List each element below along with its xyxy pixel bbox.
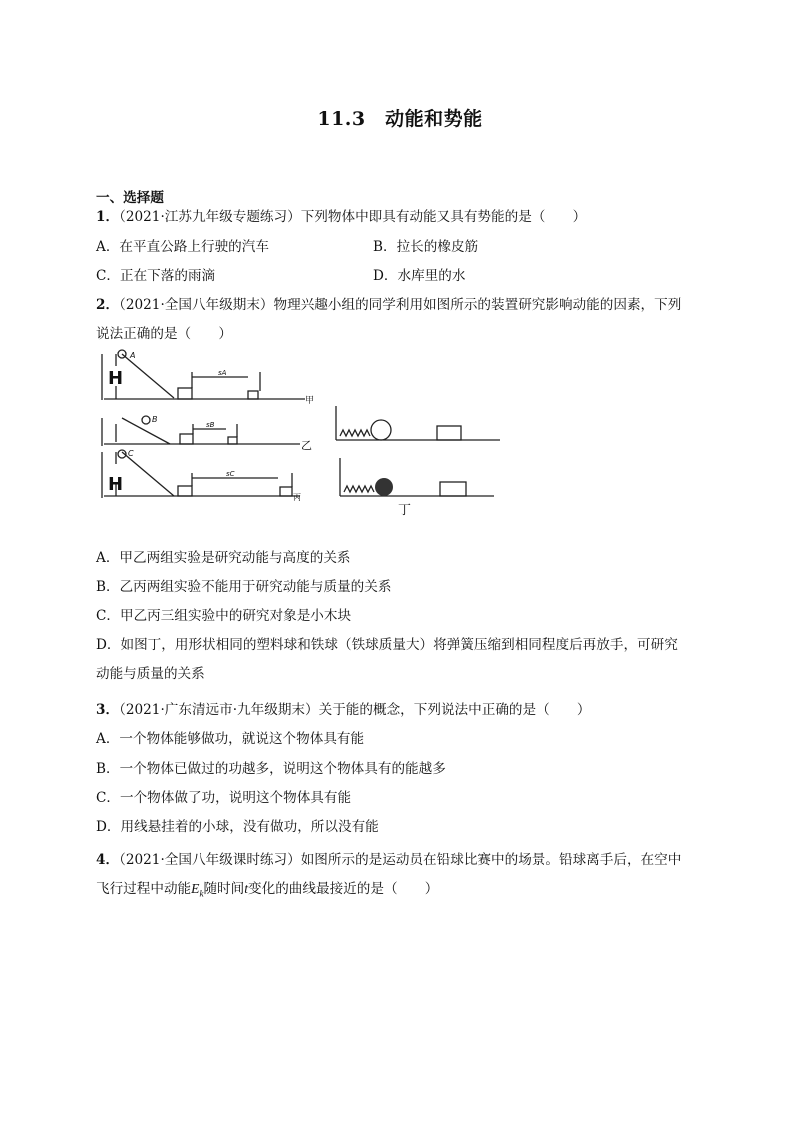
time-variable: t [244, 881, 249, 896]
q3-option-d: D．用线悬挂着的小球，没有做功，所以没有能 [96, 819, 379, 835]
text-segment: 随时间 [203, 881, 245, 897]
q2-option-d: D．如图丁，用形状相同的塑料球和铁球（铁球质量大）将弹簧压缩到相同程度后再放手，可研究 [96, 637, 678, 653]
q3-option-a: A．一个物体能够做功，就说这个物体具有能 [96, 731, 365, 747]
q1-option-b: B．拉长的橡皮筋 [373, 239, 479, 255]
q2-option-a: A．甲乙两组实验是研究动能与高度的关系 [96, 550, 351, 566]
page-title: 11.3 动能和势能 [317, 108, 483, 130]
text-segment: 飞行过程中动能 [96, 881, 192, 897]
question-4 [96, 848, 681, 868]
question-number: 4． [96, 852, 120, 868]
row-label-bing: 丙 [293, 493, 301, 502]
question-text: （2021·江苏九年级专题练习）下列物体中即具有动能又具有势能的是（ ） [119, 209, 587, 225]
row-label-ding: 丁 [398, 503, 412, 518]
question-3 [96, 698, 591, 718]
height-label-h-2: H [108, 474, 124, 495]
question-4-continued [96, 877, 438, 899]
question-2-continued: 说法正确的是（ ） [96, 326, 232, 342]
question-text: （2021·全国八年级期末）物理兴趣小组的同学利用如图所示的装置研究影响动能的因素，下列 [119, 297, 682, 313]
kinetic-energy-symbol: E [191, 881, 200, 896]
question-2 [96, 293, 681, 313]
distance-label-c: sC [226, 470, 235, 478]
ball-label-b: B [152, 415, 158, 424]
ball-label-a: A [130, 351, 136, 360]
experiment-figure [100, 346, 510, 522]
q1-option-c: C．正在下落的雨滴 [96, 268, 216, 284]
q2-option-d-continued: 动能与质量的关系 [96, 666, 205, 682]
text-segment: 变化的曲线最接近的是（ ） [248, 881, 439, 897]
distance-label-b: sB [206, 421, 215, 429]
q2-option-b: B．乙丙两组实验不能用于研究动能与质量的关系 [96, 579, 392, 595]
question-1 [96, 205, 586, 225]
row-label-jia: 甲 [305, 396, 315, 406]
height-label-h: H [108, 368, 124, 389]
row-label-yi: 乙 [301, 439, 312, 452]
q1-option-d: D．水库里的水 [373, 268, 466, 284]
question-number: 1． [96, 209, 120, 225]
question-text: （2021·全国八年级课时练习）如图所示的是运动员在铅球比赛中的场景。铅球离手后，在空中 [119, 852, 682, 868]
question-number: 2． [96, 297, 120, 313]
question-number: 3． [96, 702, 120, 718]
ball-label-c: C [128, 449, 134, 458]
q2-option-c: C．甲乙丙三组实验中的研究对象是小木块 [96, 608, 352, 624]
q1-option-a: A．在平直公路上行驶的汽车 [96, 239, 269, 255]
kinetic-energy-subscript: k [199, 888, 204, 899]
q3-option-b: B．一个物体已做过的功越多，说明这个物体具有的能越多 [96, 761, 446, 777]
q3-option-c: C．一个物体做了功，说明这个物体具有能 [96, 790, 352, 806]
section-heading: 一、选择题 [96, 190, 164, 206]
distance-label-a: sA [218, 369, 227, 377]
question-text: （2021·广东清远市·九年级期末）关于能的概念，下列说法中正确的是（ ） [119, 702, 591, 718]
